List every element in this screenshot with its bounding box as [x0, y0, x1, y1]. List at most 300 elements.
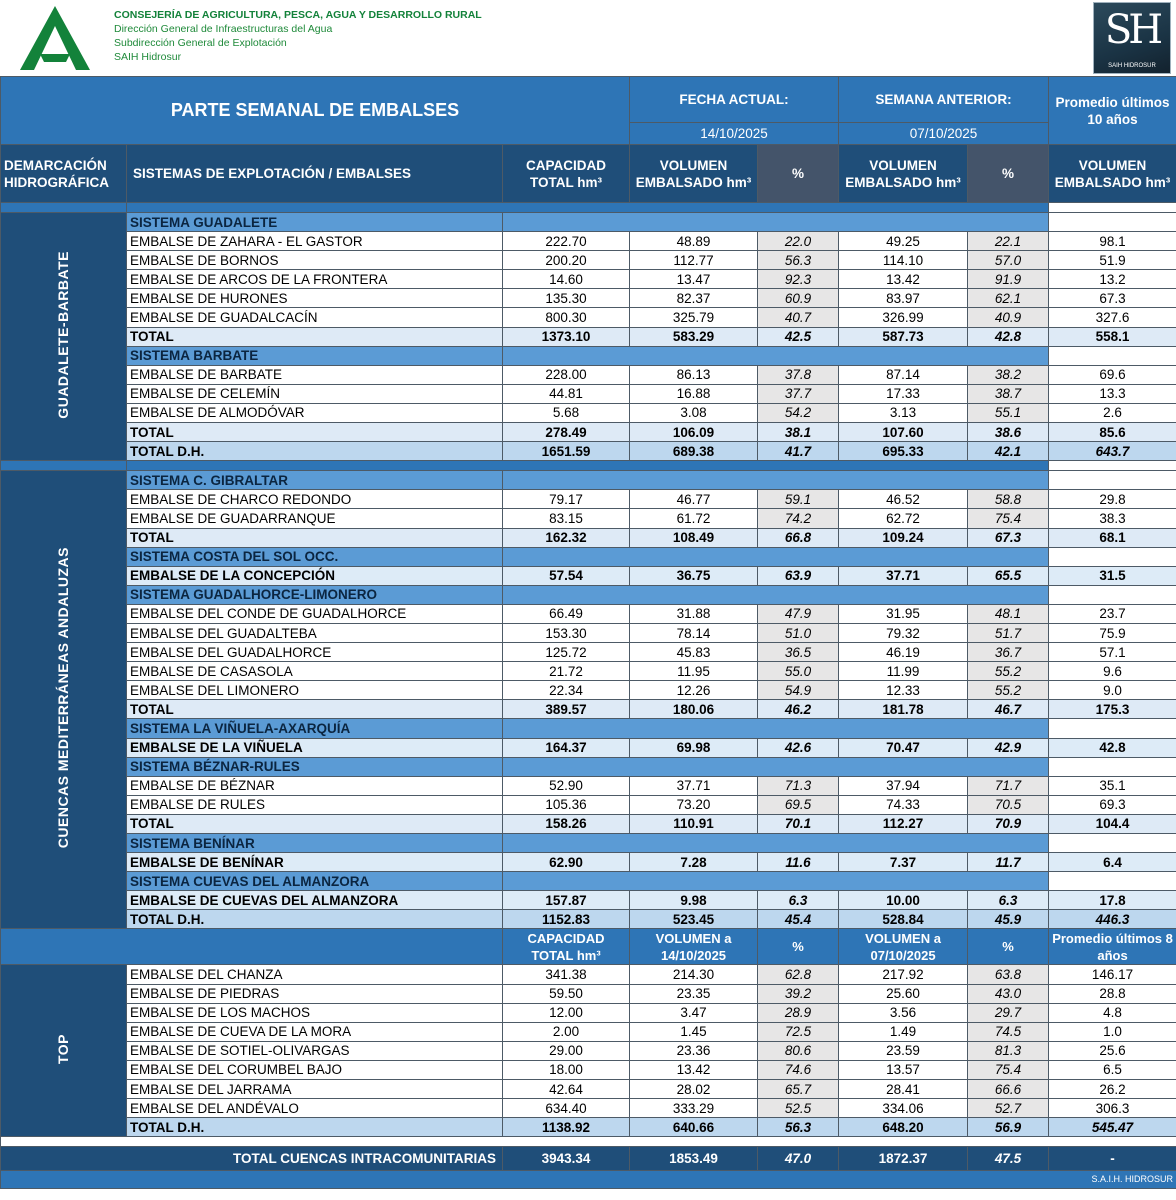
- reservoir-name: EMBALSE DE HURONES: [127, 289, 503, 308]
- volume-value: 214.30: [630, 965, 758, 984]
- region-total-row: [1, 442, 1176, 461]
- system-row: [1, 471, 1176, 490]
- average-value: 67.3: [1049, 289, 1176, 308]
- percent-value: 47.0: [758, 1147, 839, 1171]
- percent-prev-value: 43.0: [968, 984, 1049, 1003]
- grand-spacer: [1, 1137, 1176, 1147]
- system-name: SISTEMA COSTA DEL SOL OCC.: [127, 547, 503, 566]
- reservoir-row: [1, 738, 1176, 757]
- volume-prev-value: 25.60: [839, 984, 968, 1003]
- reservoir-row: [1, 289, 1176, 308]
- volume-prev-value: 79.32: [839, 623, 968, 642]
- top-col-volumen-prev: VOLUMEN a 07/10/2025: [839, 929, 968, 965]
- percent-value: 56.3: [758, 251, 839, 270]
- system-fill: [1049, 346, 1176, 365]
- volume-value: 13.47: [630, 270, 758, 289]
- percent-prev-value: 81.3: [968, 1041, 1049, 1060]
- average-value: 175.3: [1049, 700, 1176, 719]
- volume-value: 689.38: [630, 442, 758, 461]
- percent-prev-value: 75.4: [968, 509, 1049, 528]
- system-row: [1, 834, 1176, 853]
- org-line-4: SAIH Hidrosur: [114, 51, 182, 63]
- volume-prev-value: 74.33: [839, 795, 968, 814]
- reservoir-row: [1, 984, 1176, 1003]
- spacer-cell: [1, 1137, 1176, 1147]
- percent-prev-value: 70.9: [968, 814, 1049, 833]
- reservoir-name: EMBALSE DE LOS MACHOS: [127, 1003, 503, 1022]
- reservoir-row: [1, 490, 1176, 509]
- percent-value: 51.0: [758, 623, 839, 642]
- capacity-value: 14.60: [503, 270, 630, 289]
- capacity-value: 153.30: [503, 623, 630, 642]
- reservoir-name: EMBALSE DE GUADARRANQUE: [127, 509, 503, 528]
- average-value: 42.8: [1049, 738, 1176, 757]
- percent-value: 38.1: [758, 423, 839, 442]
- volume-value: 48.89: [630, 232, 758, 251]
- region-label: [1, 471, 127, 929]
- percent-prev-value: 55.1: [968, 403, 1049, 422]
- promedio-label: Promedio últimos 10 años: [1049, 77, 1176, 145]
- region-name: CUENCAS MEDITERRÁNEAS ANDALUZAS: [55, 547, 71, 849]
- volume-prev-value: 695.33: [839, 442, 968, 461]
- system-name: SISTEMA BARBATE: [127, 346, 503, 365]
- capacity-value: 135.30: [503, 289, 630, 308]
- capacity-value: 222.70: [503, 232, 630, 251]
- footer-text: S.A.I.H. HIDROSUR: [1, 1171, 1176, 1189]
- volume-prev-value: 12.33: [839, 681, 968, 700]
- capacity-value: 18.00: [503, 1060, 630, 1079]
- volume-prev-value: 70.47: [839, 738, 968, 757]
- volume-value: 16.88: [630, 384, 758, 403]
- volume-value: 78.14: [630, 623, 758, 642]
- volume-prev-value: 83.97: [839, 289, 968, 308]
- capacity-value: 228.00: [503, 365, 630, 384]
- system-fill: [503, 719, 1049, 738]
- average-value: 104.4: [1049, 814, 1176, 833]
- reservoir-row: [1, 795, 1176, 814]
- capacity-value: 42.64: [503, 1080, 630, 1099]
- system-fill: [1049, 213, 1176, 232]
- percent-value: 36.5: [758, 643, 839, 662]
- percent-value: 41.7: [758, 442, 839, 461]
- col-sistemas: SISTEMAS DE EXPLOTACIÓN / EMBALSES: [127, 145, 503, 203]
- system-row: [1, 346, 1176, 365]
- average-value: 26.2: [1049, 1080, 1176, 1099]
- average-value: 1.0: [1049, 1022, 1176, 1041]
- capacity-value: 162.32: [503, 528, 630, 547]
- volume-prev-value: 334.06: [839, 1099, 968, 1118]
- saih-hidrosur-logo-icon: [1093, 2, 1171, 74]
- system-total-row: [1, 700, 1176, 719]
- reservoir-row: [1, 853, 1176, 872]
- reservoir-name: EMBALSE DEL ANDÉVALO: [127, 1099, 503, 1118]
- volume-prev-value: 87.14: [839, 365, 968, 384]
- top-col-promedio: Promedio últimos 8 años: [1049, 929, 1176, 965]
- percent-prev-value: 38.7: [968, 384, 1049, 403]
- organization-block: [114, 8, 482, 64]
- volume-value: 13.42: [630, 1060, 758, 1079]
- reservoir-row: [1, 308, 1176, 327]
- reservoir-name: EMBALSE DE BÉZNAR: [127, 776, 503, 795]
- average-value: 68.1: [1049, 528, 1176, 547]
- average-value: 75.9: [1049, 623, 1176, 642]
- system-fill: [503, 213, 1049, 232]
- reservoir-row: [1, 566, 1176, 585]
- percent-prev-value: 47.5: [968, 1147, 1049, 1171]
- reservoir-row: [1, 270, 1176, 289]
- region-spacer: [1, 461, 1176, 471]
- reservoir-row: [1, 1041, 1176, 1060]
- volume-value: 333.29: [630, 1099, 758, 1118]
- logo-sh-sub: SAIH HIDROSUR: [1108, 63, 1156, 69]
- percent-value: 40.7: [758, 308, 839, 327]
- volume-value: 12.26: [630, 681, 758, 700]
- volume-prev-value: 13.57: [839, 1060, 968, 1079]
- average-value: 23.7: [1049, 604, 1176, 623]
- percent-prev-value: 6.3: [968, 891, 1049, 910]
- reservoir-name: EMBALSE DE CHARCO REDONDO: [127, 490, 503, 509]
- percent-value: 37.7: [758, 384, 839, 403]
- percent-prev-value: 70.5: [968, 795, 1049, 814]
- percent-value: 37.8: [758, 365, 839, 384]
- percent-value: 59.1: [758, 490, 839, 509]
- volume-prev-value: 7.37: [839, 853, 968, 872]
- reservoir-row: [1, 1022, 1176, 1041]
- reservoir-name: EMBALSE DEL GUADALHORCE: [127, 643, 503, 662]
- region-name: GUADALETE-BARBATE: [55, 250, 71, 419]
- average-value: 31.5: [1049, 566, 1176, 585]
- average-value: 57.1: [1049, 643, 1176, 662]
- volume-prev-value: 46.19: [839, 643, 968, 662]
- average-value: 29.8: [1049, 490, 1176, 509]
- system-fill: [503, 872, 1049, 891]
- volume-value: 3.08: [630, 403, 758, 422]
- percent-prev-value: 57.0: [968, 251, 1049, 270]
- region-name: TOP: [55, 1033, 71, 1064]
- percent-value: 80.6: [758, 1041, 839, 1060]
- volume-prev-value: 3.56: [839, 1003, 968, 1022]
- semana-anterior-label: SEMANA ANTERIOR:: [839, 77, 1049, 123]
- average-value: 35.1: [1049, 776, 1176, 795]
- reservoir-report-table: [0, 76, 1176, 1189]
- percent-prev-value: 29.7: [968, 1003, 1049, 1022]
- org-line-3: Subdirección General de Explotación: [114, 37, 287, 49]
- average-value: 327.6: [1049, 308, 1176, 327]
- capacity-value: 1152.83: [503, 910, 630, 929]
- percent-value: 62.8: [758, 965, 839, 984]
- capacity-value: 105.36: [503, 795, 630, 814]
- volume-prev-value: 37.71: [839, 566, 968, 585]
- reservoir-name: EMBALSE DEL GUADALTEBA: [127, 623, 503, 642]
- capacity-value: 2.00: [503, 1022, 630, 1041]
- reservoir-name: EMBALSE DE CUEVAS DEL ALMANZORA: [127, 891, 503, 910]
- percent-prev-value: 38.2: [968, 365, 1049, 384]
- system-row: [1, 719, 1176, 738]
- percent-value: 92.3: [758, 270, 839, 289]
- volume-value: 73.20: [630, 795, 758, 814]
- reservoir-name: EMBALSE DE ZAHARA - EL GASTOR: [127, 232, 503, 251]
- volume-prev-value: 28.41: [839, 1080, 968, 1099]
- reservoir-name: EMBALSE DE BENÍNAR: [127, 853, 503, 872]
- system-fill: [1049, 547, 1176, 566]
- average-value: 13.2: [1049, 270, 1176, 289]
- reservoir-row: [1, 1099, 1176, 1118]
- system-total-row: [1, 327, 1176, 346]
- reservoir-name: EMBALSE DE ALMODÓVAR: [127, 403, 503, 422]
- percent-value: 54.9: [758, 681, 839, 700]
- percent-prev-value: 51.7: [968, 623, 1049, 642]
- volume-value: 45.83: [630, 643, 758, 662]
- spacer-cell: [127, 461, 1049, 471]
- capacity-value: 1651.59: [503, 442, 630, 461]
- region-total-row: [1, 1118, 1176, 1137]
- column-header-row: [1, 145, 1176, 203]
- reservoir-name: TOTAL: [127, 327, 503, 346]
- region-spacer: [1, 203, 1176, 213]
- spacer-cell: [1049, 461, 1176, 471]
- reservoir-row: [1, 643, 1176, 662]
- volume-prev-value: 46.52: [839, 490, 968, 509]
- reservoir-row: [1, 965, 1176, 984]
- percent-prev-value: 38.6: [968, 423, 1049, 442]
- percent-prev-value: 42.8: [968, 327, 1049, 346]
- region-label: [1, 213, 127, 461]
- system-name: SISTEMA GUADALETE: [127, 213, 503, 232]
- volume-value: 523.45: [630, 910, 758, 929]
- reservoir-name: TOTAL: [127, 700, 503, 719]
- percent-prev-value: 48.1: [968, 604, 1049, 623]
- average-value: 98.1: [1049, 232, 1176, 251]
- average-value: 69.3: [1049, 795, 1176, 814]
- volume-value: 23.35: [630, 984, 758, 1003]
- reservoir-row: [1, 232, 1176, 251]
- report-title: PARTE SEMANAL DE EMBALSES: [1, 77, 630, 145]
- percent-value: 45.4: [758, 910, 839, 929]
- capacity-value: 158.26: [503, 814, 630, 833]
- percent-prev-value: 46.7: [968, 700, 1049, 719]
- capacity-value: 44.81: [503, 384, 630, 403]
- percent-prev-value: 36.7: [968, 643, 1049, 662]
- system-row: [1, 585, 1176, 604]
- system-fill: [503, 547, 1049, 566]
- volume-value: 112.77: [630, 251, 758, 270]
- percent-prev-value: 22.1: [968, 232, 1049, 251]
- volume-prev-value: 217.92: [839, 965, 968, 984]
- volume-prev-value: 1872.37: [839, 1147, 968, 1171]
- average-value: 51.9: [1049, 251, 1176, 270]
- col-capacidad: CAPACIDAD TOTAL hm³: [503, 145, 630, 203]
- fecha-actual-label: FECHA ACTUAL:: [630, 77, 839, 123]
- reservoir-name: EMBALSE DE CASASOLA: [127, 662, 503, 681]
- average-value: 9.6: [1049, 662, 1176, 681]
- system-total-row: [1, 528, 1176, 547]
- system-row: [1, 872, 1176, 891]
- volume-value: 23.36: [630, 1041, 758, 1060]
- percent-value: 28.9: [758, 1003, 839, 1022]
- average-value: 146.17: [1049, 965, 1176, 984]
- volume-value: 583.29: [630, 327, 758, 346]
- volume-prev-value: 587.73: [839, 327, 968, 346]
- reservoir-row: [1, 776, 1176, 795]
- capacity-value: 157.87: [503, 891, 630, 910]
- system-row: [1, 213, 1176, 232]
- percent-value: 42.5: [758, 327, 839, 346]
- capacity-value: 57.54: [503, 566, 630, 585]
- col-volumen-prev: VOLUMEN EMBALSADO hm³: [839, 145, 968, 203]
- average-value: -: [1049, 1147, 1176, 1171]
- region-label: [1, 965, 127, 1137]
- volume-value: 36.75: [630, 566, 758, 585]
- percent-prev-value: 56.9: [968, 1118, 1049, 1137]
- system-total-row: [1, 814, 1176, 833]
- org-line-1: CONSEJERÍA DE AGRICULTURA, PESCA, AGUA Y DESARROLLO RURAL: [114, 9, 482, 21]
- system-fill: [503, 346, 1049, 365]
- reservoir-name: EMBALSE DE BORNOS: [127, 251, 503, 270]
- reservoir-row: [1, 681, 1176, 700]
- volume-value: 180.06: [630, 700, 758, 719]
- system-fill: [1049, 719, 1176, 738]
- reservoir-name: TOTAL D.H.: [127, 442, 503, 461]
- percent-prev-value: 63.8: [968, 965, 1049, 984]
- system-name: SISTEMA GUADALHORCE-LIMONERO: [127, 585, 503, 604]
- volume-value: 7.28: [630, 853, 758, 872]
- volume-prev-value: 109.24: [839, 528, 968, 547]
- reservoir-row: [1, 251, 1176, 270]
- reservoir-name: TOTAL: [127, 423, 503, 442]
- system-fill: [503, 471, 1049, 490]
- capacity-value: 62.90: [503, 853, 630, 872]
- volume-value: 110.91: [630, 814, 758, 833]
- percent-value: 74.6: [758, 1060, 839, 1079]
- capacity-value: 200.20: [503, 251, 630, 270]
- reservoir-row: [1, 1080, 1176, 1099]
- average-value: 446.3: [1049, 910, 1176, 929]
- percent-prev-value: 65.5: [968, 566, 1049, 585]
- average-value: 69.6: [1049, 365, 1176, 384]
- capacity-value: 59.50: [503, 984, 630, 1003]
- reservoir-name: EMBALSE DE LA VIÑUELA: [127, 738, 503, 757]
- capacity-value: 389.57: [503, 700, 630, 719]
- percent-value: 72.5: [758, 1022, 839, 1041]
- footer-row: [1, 1171, 1176, 1189]
- capacity-value: 125.72: [503, 643, 630, 662]
- system-name: SISTEMA C. GIBRALTAR: [127, 471, 503, 490]
- system-name: SISTEMA LA VIÑUELA-AXARQUÍA: [127, 719, 503, 738]
- capacity-value: 1373.10: [503, 327, 630, 346]
- volume-prev-value: 1.49: [839, 1022, 968, 1041]
- percent-value: 60.9: [758, 289, 839, 308]
- system-fill: [503, 585, 1049, 604]
- reservoir-name: EMBALSE DE RULES: [127, 795, 503, 814]
- percent-prev-value: 55.2: [968, 662, 1049, 681]
- percent-value: 11.6: [758, 853, 839, 872]
- volume-value: 37.71: [630, 776, 758, 795]
- reservoir-name: EMBALSE DE LA CONCEPCIÓN: [127, 566, 503, 585]
- capacity-value: 634.40: [503, 1099, 630, 1118]
- average-value: 558.1: [1049, 327, 1176, 346]
- percent-prev-value: 71.7: [968, 776, 1049, 795]
- reservoir-name: TOTAL D.H.: [127, 1118, 503, 1137]
- volume-prev-value: 181.78: [839, 700, 968, 719]
- reservoir-name: EMBALSE DEL CONDE DE GUADALHORCE: [127, 604, 503, 623]
- reservoir-row: [1, 891, 1176, 910]
- volume-prev-value: 37.94: [839, 776, 968, 795]
- percent-prev-value: 55.2: [968, 681, 1049, 700]
- percent-value: 63.9: [758, 566, 839, 585]
- reservoir-row: [1, 1003, 1176, 1022]
- top-header-row: [1, 929, 1176, 965]
- average-value: 28.8: [1049, 984, 1176, 1003]
- reservoir-name: EMBALSE DE CUEVA DE LA MORA: [127, 1022, 503, 1041]
- average-value: 4.8: [1049, 1003, 1176, 1022]
- average-value: 6.5: [1049, 1060, 1176, 1079]
- average-value: 306.3: [1049, 1099, 1176, 1118]
- percent-prev-value: 40.9: [968, 308, 1049, 327]
- percent-prev-value: 75.4: [968, 1060, 1049, 1079]
- system-name: SISTEMA CUEVAS DEL ALMANZORA: [127, 872, 503, 891]
- percent-value: 42.6: [758, 738, 839, 757]
- reservoir-name: EMBALSE DE GUADALCACÍN: [127, 308, 503, 327]
- percent-value: 6.3: [758, 891, 839, 910]
- grand-total-row: [1, 1147, 1176, 1171]
- volume-value: 3.47: [630, 1003, 758, 1022]
- percent-prev-value: 42.1: [968, 442, 1049, 461]
- average-value: 25.6: [1049, 1041, 1176, 1060]
- average-value: 17.8: [1049, 891, 1176, 910]
- volume-value: 9.98: [630, 891, 758, 910]
- spacer-cell: [1, 461, 127, 471]
- system-name: SISTEMA BÉZNAR-RULES: [127, 757, 503, 776]
- volume-value: 1.45: [630, 1022, 758, 1041]
- reservoir-name: EMBALSE DEL JARRAMA: [127, 1080, 503, 1099]
- percent-value: 56.3: [758, 1118, 839, 1137]
- capacity-value: 29.00: [503, 1041, 630, 1060]
- capacity-value: 79.17: [503, 490, 630, 509]
- page-header: [0, 0, 1176, 76]
- volume-value: 640.66: [630, 1118, 758, 1137]
- reservoir-row: [1, 623, 1176, 642]
- volume-value: 325.79: [630, 308, 758, 327]
- capacity-value: 3943.34: [503, 1147, 630, 1171]
- system-fill: [1049, 757, 1176, 776]
- percent-prev-value: 62.1: [968, 289, 1049, 308]
- volume-value: 108.49: [630, 528, 758, 547]
- reservoir-row: [1, 662, 1176, 681]
- system-fill: [1049, 585, 1176, 604]
- top-header-blank: [1, 929, 503, 965]
- top-col-pct-prev: %: [968, 929, 1049, 965]
- reservoir-name: TOTAL: [127, 814, 503, 833]
- percent-value: 46.2: [758, 700, 839, 719]
- reservoir-name: EMBALSE DE PIEDRAS: [127, 984, 503, 1003]
- percent-value: 69.5: [758, 795, 839, 814]
- system-fill: [503, 834, 1049, 853]
- volume-prev-value: 49.25: [839, 232, 968, 251]
- percent-prev-value: 91.9: [968, 270, 1049, 289]
- average-value: 38.3: [1049, 509, 1176, 528]
- volume-prev-value: 528.84: [839, 910, 968, 929]
- system-name: SISTEMA BENÍNAR: [127, 834, 503, 853]
- spacer-cell: [1, 203, 127, 213]
- volume-value: 1853.49: [630, 1147, 758, 1171]
- volume-value: 61.72: [630, 509, 758, 528]
- volume-value: 46.77: [630, 490, 758, 509]
- capacity-value: 5.68: [503, 403, 630, 422]
- percent-prev-value: 67.3: [968, 528, 1049, 547]
- reservoir-name: EMBALSE DEL CORUMBEL BAJO: [127, 1060, 503, 1079]
- volume-value: 69.98: [630, 738, 758, 757]
- system-fill: [503, 757, 1049, 776]
